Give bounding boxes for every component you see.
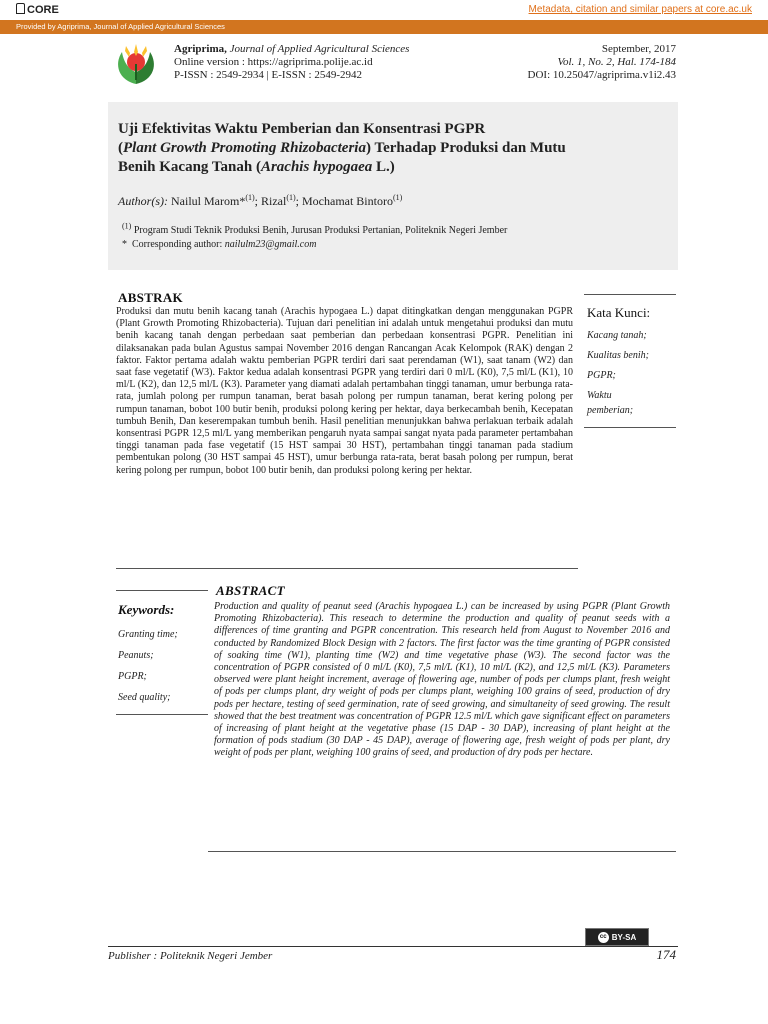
journal-name-rest: Journal of Applied Agricultural Sciences bbox=[229, 43, 410, 55]
cc-icon: cc bbox=[598, 932, 609, 943]
keywords-bottom-rule bbox=[116, 714, 208, 715]
abstrak-heading: ABSTRAK bbox=[118, 290, 183, 305]
kata-kunci-item: pemberian; bbox=[587, 405, 634, 416]
core-logo-icon bbox=[16, 3, 25, 14]
title-line-3-start: Benih Kacang Tanah ( bbox=[118, 159, 261, 175]
kata-kunci-bottom-rule bbox=[584, 427, 676, 428]
corresponding-email[interactable]: nailulm23@gmail.com bbox=[224, 239, 317, 250]
affiliation-text: Program Studi Teknik Produksi Benih, Jurusan Produksi Pertanian, Politeknik Negeri Jember bbox=[133, 225, 508, 236]
core-metadata-link[interactable]: Metadata, citation and similar papers at core.ac.uk bbox=[528, 4, 752, 15]
cc-license-text: BY-SA bbox=[611, 932, 637, 942]
abstrak-text: Produksi dan mutu benih kacang tanah (Arachis hypogaea L.) dapat ditingkatkan dengan menggunakan PGPR (Plant Growth Promoting Rhizobacteria). Tujuan dari penelitian ini adalah untuk mengetahui produksi dan mutu benih kacang tanah dengan perbedaan saat pemberian dan perbedaan konsentrasi PGPR. Penelitian ini dilaksanakan pada bulan Agustus sampai November 2016 dengan Rancangan Acak Kelompok (RAK) dengan 2 faktor. Faktor pertama adalah waktu pemberian PGPR terdiri dari saat perendaman (W1), saat tanam (W2) dan saat fase vegetatif (W3). Faktor kedua adalah konsentrasi PGPR yang terdiri dari 0 ml/L (K0), 7,5 ml/L (K1), 10 ml/L (K2), dan 12,5 ml/L (K3). Parameter yang diamati adalah pertambahan tinggi tanaman, umur berbunga rata-rata, jumlah polong per rumpun tanaman, berat basah polong per rumpun tanaman, berat kering polong per rumpun tanaman, bobot 100 butir benih, produksi polong kering per hektar, daya berkecambah benih, Kecepatan tumbuh Benih, Dan keserempakan tumbuh benih. Hasil penelitian menunjukkan bahwa perlakuan terbaik adalah konsentrasi PGPR 12,5 ml/L yang memberikan pengaruh nyata sampai sangat nyata pada parameter pertambahan tinggi tanaman pada fase vegetatif (15 HST sampai 30 HST), pertambahan tinggi tanaman pada stadium pembentukan polong (30 HST sampai 45 HST), umur berbunga rata-rata, berat basah polong per rumpun, berat kering polong per rumpun, bobot 100 butir benih, dan produksi polong kering per hektar. bbox=[116, 306, 573, 476]
author-3: ; Mochamat Bintoro bbox=[295, 194, 393, 208]
keywords-item: Peanuts; bbox=[118, 650, 154, 661]
issue-info bbox=[528, 43, 676, 82]
keywords-item: PGPR; bbox=[118, 671, 147, 682]
journal-name: Agriprima, bbox=[174, 43, 227, 55]
keywords-list bbox=[118, 624, 178, 708]
author-2: ; Rizal bbox=[254, 194, 287, 208]
issue-volume: Vol. 1, No. 2, Hal. 174-184 bbox=[557, 56, 676, 68]
kata-kunci-list bbox=[587, 326, 649, 418]
journal-info bbox=[174, 43, 409, 82]
journal-issn: P-ISSN : 2549-2934 | E-ISSN : 2549-2942 bbox=[174, 69, 362, 81]
kata-kunci-item: PGPR; bbox=[587, 370, 616, 381]
abstract-text: Production and quality of peanut seed (Arachis hypogaea L.) can be increased by using PGPR (Plant Growth Promoting Rhizobacteria). This reseach to determine the production and quality of peanut seeds with a differences of time granting and PGPR concentration. This research held from August to November 2016 and conducted by Randomized Block Design with 2 factors. The first factor was the time granting of PGPR consisted of soaking time (W1), planting time (W2) and time vegetative phase (W3). The second factor was the concentration of PGPR consisted of 0 ml/L (K0), 7,5 ml/L (K1), 10 ml/L (K2), and 12,5 ml/L (K3). Parameters observed were plant height increment, average of flowering age, number of pods per clumps plant, fresh weight of pods per clumps plant, dry weight of pods per clumps plant, weighing 100 grains of seed, production of dry pods per hectare, testing of seed germination, rate of seed growing, and simultaneity of seed growing. The result showed that the best treatment was concentration of PGPR 12.5 ml/L which gave significant effect on parameters of increasing of plant height at the vegetative phase (15 DAP - 30 DAP), increasing of plant height at the formation of pods stadium (30 DAP - 45 DAP), average of flowering age, fresh weight of pods per plant, dry weight of pods per plant, weighing 100 grains of seed, and production of dry pods per hectare. bbox=[214, 601, 670, 759]
core-logo[interactable] bbox=[16, 3, 59, 16]
core-logo-text: CORE bbox=[27, 4, 59, 16]
kata-kunci-heading: Kata Kunci: bbox=[587, 305, 651, 320]
abstrak-divider bbox=[116, 568, 578, 569]
title-italic-1: Plant Growth Promoting Rhizobacteria bbox=[123, 140, 366, 156]
kata-kunci-item: Kacang tanah; bbox=[587, 330, 647, 341]
page-number: 174 bbox=[656, 947, 676, 962]
journal-online[interactable]: Online version : https://agriprima.polije.ac.id bbox=[174, 56, 373, 68]
author-1: Nailul Marom* bbox=[171, 194, 246, 208]
kata-kunci-item: Waktu bbox=[587, 390, 612, 401]
journal-logo-icon bbox=[108, 40, 164, 88]
corresponding-line bbox=[122, 238, 507, 252]
title-paren: ( bbox=[118, 140, 123, 156]
affiliations bbox=[122, 221, 508, 252]
title-box bbox=[108, 102, 678, 270]
corresponding-label: Corresponding author: bbox=[132, 239, 223, 250]
author-2-sup: (1) bbox=[286, 193, 296, 202]
keywords-top-rule bbox=[116, 590, 208, 591]
journal-name-line bbox=[174, 43, 409, 56]
keywords-item: Seed quality; bbox=[118, 692, 171, 703]
affiliation-line bbox=[122, 221, 508, 238]
title-line-2: ) Terhadap Produksi dan Mutu bbox=[365, 140, 566, 156]
provided-by-text[interactable]: Provided by Agriprima, Journal of Applied Agricultural Sciences bbox=[16, 22, 225, 31]
authors-line bbox=[118, 194, 402, 209]
abstract-heading: ABSTRACT bbox=[216, 583, 285, 598]
author-3-sup: (1) bbox=[392, 193, 403, 202]
footer-publisher: Publisher : Politeknik Negeri Jember bbox=[108, 950, 273, 962]
author-1-sup: (1) bbox=[245, 193, 255, 202]
provided-by-bar bbox=[0, 20, 768, 34]
affiliation-sup: (1) bbox=[122, 221, 132, 231]
keywords-heading: Keywords: bbox=[118, 602, 175, 617]
issue-doi[interactable]: DOI: 10.25047/agriprima.v1i2.43 bbox=[527, 69, 676, 81]
authors-label: Author(s): bbox=[118, 194, 168, 208]
footer-rule bbox=[108, 946, 678, 947]
title-line-3-end: L.) bbox=[372, 159, 395, 175]
article-title bbox=[118, 120, 666, 177]
abstract-divider bbox=[208, 851, 676, 852]
title-italic-2: Arachis hypogaea bbox=[260, 159, 373, 175]
kata-kunci-top-rule bbox=[584, 294, 676, 295]
cc-by-sa-badge[interactable] bbox=[585, 928, 649, 946]
kata-kunci-item: Kualitas benih; bbox=[587, 350, 649, 361]
issue-date: September, 2017 bbox=[601, 43, 676, 55]
keywords-item: Granting time; bbox=[118, 629, 178, 640]
core-top-bar bbox=[0, 0, 768, 21]
corresponding-mark: * bbox=[122, 239, 127, 250]
title-line-1: Uji Efektivitas Waktu Pemberian dan Konsentrasi PGPR bbox=[118, 121, 486, 137]
